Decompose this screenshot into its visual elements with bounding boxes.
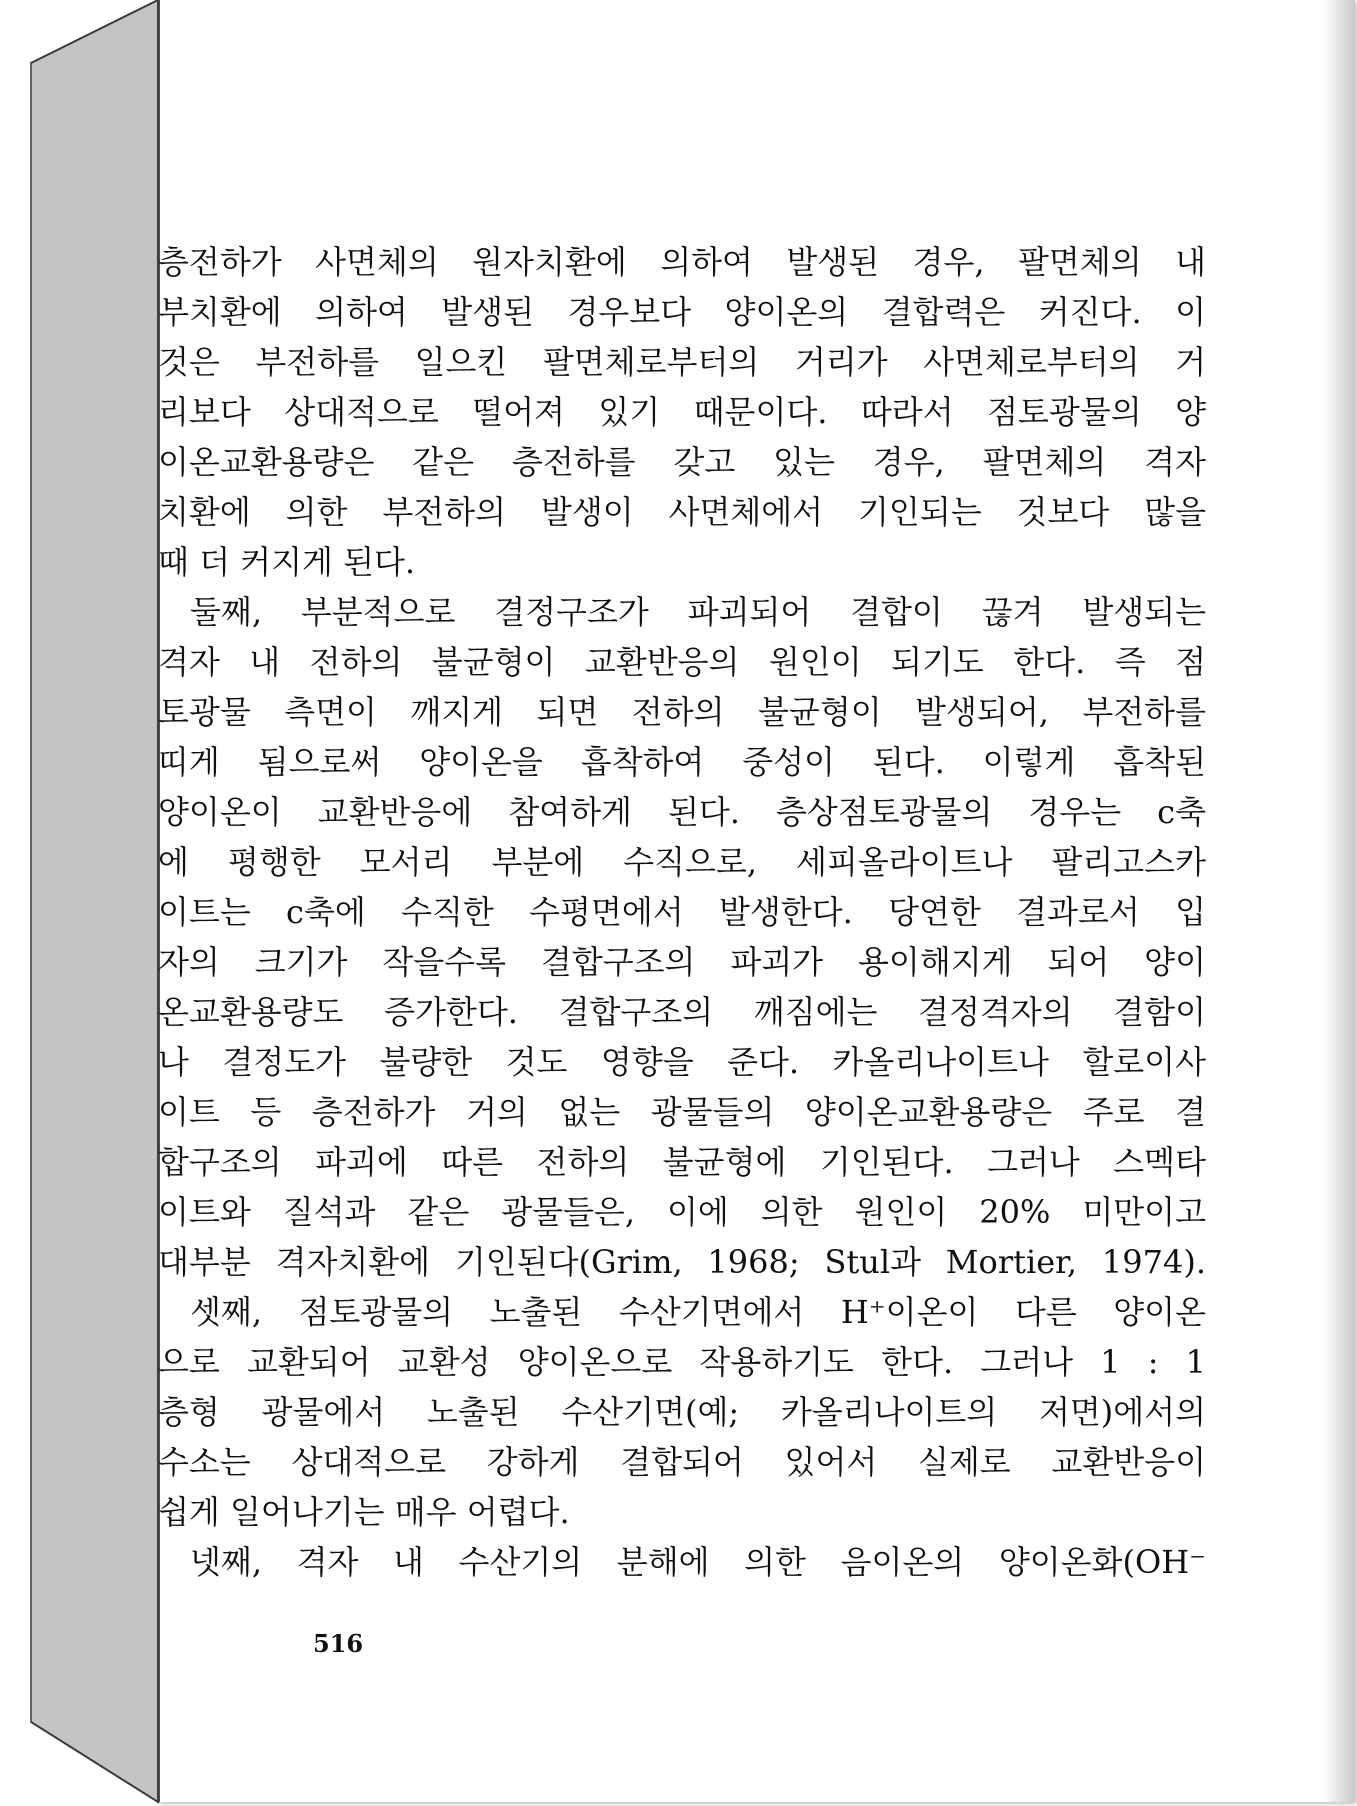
text-line: 넷째, 격자 내 수산기의 분해에 의한 음이온의 양이온화(OH⁻ [190, 1543, 1206, 1581]
text-line: 층형 광물에서 노출된 수산기면(예; 카올리나이트의 저면)에서의 [158, 1393, 1206, 1431]
text-line: 이트와 질석과 같은 광물들은, 이에 의한 원인이 20% 미만이고 [158, 1193, 1206, 1231]
text-line: 토광물 측면이 깨지게 되면 전하의 불균형이 발생되어, 부전하를 [158, 693, 1206, 731]
text-line: 것은 부전하를 일으킨 팔면체로부터의 거리가 사면체로부터의 거 [158, 343, 1206, 381]
page-number: 516 [313, 1629, 364, 1658]
text-line: 때 더 커지게 된다. [158, 543, 416, 581]
text-line: 나 결정도가 불량한 것도 영향을 준다. 카올리나이트나 할로이사 [158, 1043, 1206, 1081]
text-line: 이트는 c축에 수직한 수평면에서 발생한다. 당연한 결과로서 입 [158, 893, 1206, 931]
text-line: 띠게 됨으로써 양이온을 흡착하여 중성이 된다. 이렇게 흡착된 [158, 743, 1206, 781]
text-line: 자의 크기가 작을수록 결합구조의 파괴가 용이해지게 되어 양이 [158, 943, 1206, 981]
text-line: 부치환에 의하여 발생된 경우보다 양이온의 결합력은 커진다. 이 [158, 293, 1206, 331]
text-line: 쉽게 일어나기는 매우 어렵다. [158, 1493, 570, 1531]
text-line: 에 평행한 모서리 부분에 수직으로, 세피올라이트나 팔리고스카 [158, 843, 1206, 881]
text-line: 격자 내 전하의 불균형이 교환반응의 원인이 되기도 한다. 즉 점 [158, 643, 1206, 681]
text-line: 이온교환용량은 같은 층전하를 갖고 있는 경우, 팔면체의 격자 [158, 443, 1206, 481]
text-line: 대부분 격자치환에 기인된다(Grim, 1968; Stul과 Mortier, 1974). [158, 1243, 1206, 1281]
text-line: 으로 교환되어 교환성 양이온으로 작용하기도 한다. 그러나 1 : 1 [158, 1343, 1206, 1381]
text-line: 이트 등 층전하가 거의 없는 광물들의 양이온교환용량은 주로 결 [158, 1093, 1206, 1131]
text-line: 양이온이 교환반응에 참여하게 된다. 층상점토광물의 경우는 c축 [158, 793, 1206, 831]
text-line: 온교환용량도 증가한다. 결합구조의 깨짐에는 결정격자의 결함이 [158, 993, 1206, 1031]
page-edge-shade [1323, 0, 1355, 1802]
body-text [158, 237, 1206, 1587]
text-line: 층전하가 사면체의 원자치환에 의하여 발생된 경우, 팔면체의 내 [158, 243, 1206, 281]
text-line: 둘째, 부분적으로 결정구조가 파괴되어 결합이 끊겨 발생되는 [190, 593, 1206, 631]
text-line: 수소는 상대적으로 강하게 결합되어 있어서 실제로 교환반응이 [158, 1443, 1206, 1481]
text-line: 셋째, 점토광물의 노출된 수산기면에서 H⁺이온이 다른 양이온 [190, 1293, 1206, 1331]
text-line: 치환에 의한 부전하의 발생이 사면체에서 기인되는 것보다 많을 [158, 493, 1206, 531]
text-line: 리보다 상대적으로 떨어져 있기 때문이다. 따라서 점토광물의 양 [158, 393, 1206, 431]
text-line: 합구조의 파괴에 따른 전하의 불균형에 기인된다. 그러나 스멕타 [158, 1143, 1206, 1181]
